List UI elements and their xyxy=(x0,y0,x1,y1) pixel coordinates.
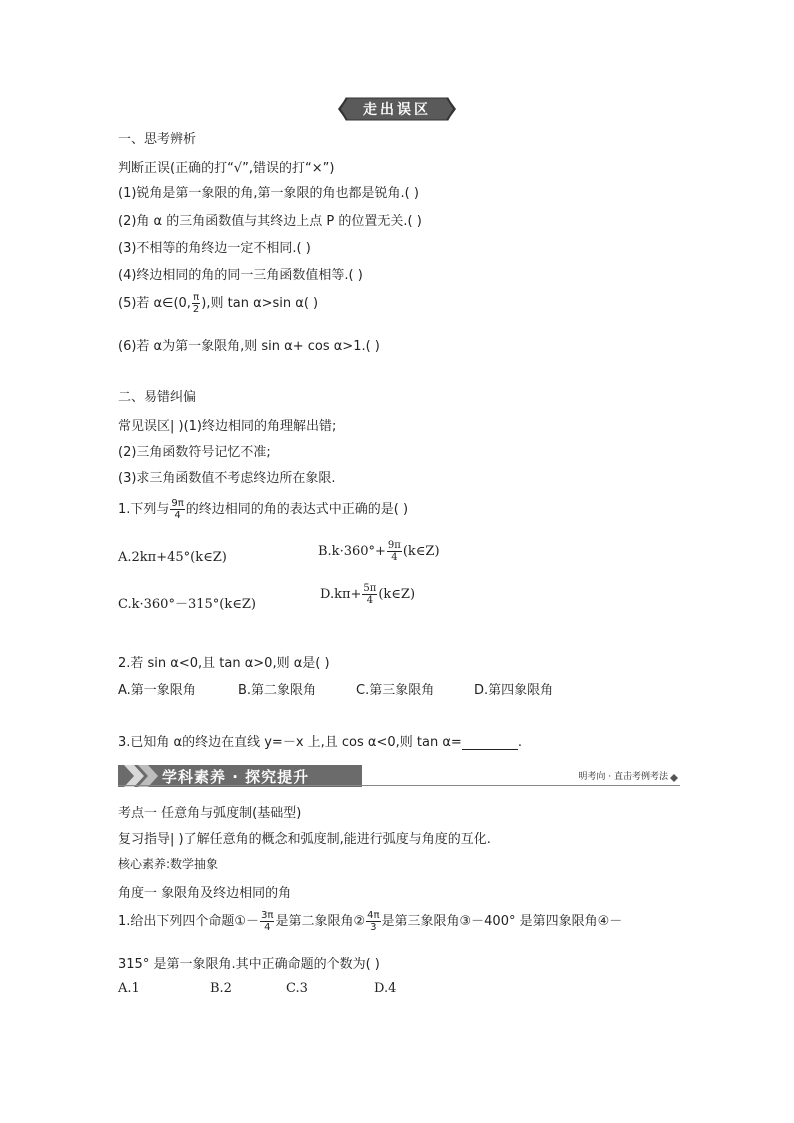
judge-item-1: (1)锐角是第一象限的角,第一象限的角也都是锐角.( ) xyxy=(118,186,419,201)
point-heading: 考点一 任意角与弧度制(基础型) xyxy=(118,806,302,821)
core-literacy: 核心素养:数学抽象 xyxy=(118,857,219,871)
q2-option-a: A.第一象限角 xyxy=(118,683,196,698)
point-question-1-line2: 315° 是第一象限角.其中正确命题的个数为( ) xyxy=(118,957,380,972)
review-guide: 复习指导| )了解任意角的概念和弧度制,能进行弧度与角度的互化. xyxy=(118,832,491,847)
pq1-option-a: A.1 xyxy=(118,981,140,996)
question-3-stem: 3.已知角 α的终边在直线 y=－x 上,且 cos α<0,则 tan α= . xyxy=(118,735,522,750)
judge-item-5: (5)若 α∈(0, $\frac{\pi}{2}$ ),则 tan α>sin α( ) xyxy=(118,292,319,315)
section-banner-literacy xyxy=(118,761,680,789)
pq1-option-d: D.4 xyxy=(374,981,397,996)
pq1-option-b: B.2 xyxy=(210,981,232,996)
judge-item-6: (6)若 α为第一象限角,则 sin α+ cos α>1.( ) xyxy=(118,339,380,354)
misconception-line-1: 常见误区| )(1)终边相同的角理解出错; xyxy=(118,419,337,434)
q2-option-d: D.第四象限角 xyxy=(474,683,554,698)
misconception-line-3: (3)求三角函数值不考虑终边所在象限. xyxy=(118,471,336,486)
pq1-option-c: C.3 xyxy=(286,981,308,996)
point-question-1: 1.给出下列四个命题①－ $\frac{3\pi}{4}$ 是第二象限角② $\frac{4\pi}{3}$ 是第三象限角③－400° 是第四象限角④－ xyxy=(118,910,623,933)
banner-subtitle: 明考向 · 直击考例考法 xyxy=(578,772,668,782)
q1-option-a: A.2kπ+45°(k∈Z) xyxy=(118,550,227,565)
double-chevron-icon xyxy=(120,765,160,787)
misconception-line-2: (2)三角函数符号记忆不准; xyxy=(118,445,271,460)
instruction-text: 判断正误(正确的打“√”,错误的打“×”) xyxy=(118,161,335,176)
judge-item-4: (4)终边相同的角的同一三角函数值相等.( ) xyxy=(118,268,363,283)
fraction: $\frac{9\pi}{4}$ xyxy=(171,498,184,521)
question-1-stem: 1.下列与 $\frac{9\pi}{4}$ 的终边相同的角的表达式中正确的是( ) xyxy=(118,498,409,521)
q1-option-d: D.kπ+ $\frac{5\pi}{4}$ (k∈Z) xyxy=(320,583,416,606)
q2-option-c: C.第三象限角 xyxy=(356,683,435,698)
section-heading-2: 二、易错纠偏 xyxy=(118,390,197,405)
fraction: $\frac{3\pi}{4}$ xyxy=(261,910,274,933)
answer-blank[interactable] xyxy=(462,737,518,750)
angle-heading: 角度一 象限角及终边相同的角 xyxy=(118,886,292,901)
judge-item-2: (2)角 α 的三角函数值与其终边上点 P 的位置无关.( ) xyxy=(118,214,422,229)
q1-option-b: B.k·360°+ $\frac{9\pi}{4}$ (k∈Z) xyxy=(318,540,440,563)
question-2-stem: 2.若 sin α<0,且 tan α>0,则 α是( ) xyxy=(118,656,330,671)
section-heading: 一、思考辨析 xyxy=(118,132,197,147)
banner-title: 学科素养 · 探究提升 xyxy=(162,767,310,786)
fraction: $\frac{5\pi}{4}$ xyxy=(363,583,377,606)
fraction: $\frac{9\pi}{4}$ xyxy=(387,540,401,563)
diamond-icon xyxy=(670,774,678,782)
fraction: $\frac{\pi}{2}$ xyxy=(192,292,200,315)
q1-option-c: C.k·360°－315°(k∈Z) xyxy=(118,597,256,612)
judge-item-3: (3)不相等的角终边一定不相同.( ) xyxy=(118,241,311,256)
q2-option-b: B.第二象限角 xyxy=(238,683,317,698)
section-banner-walk-out-errors xyxy=(338,96,456,122)
fraction: $\frac{4\pi}{3}$ xyxy=(367,910,380,933)
banner-title: 走出误区 xyxy=(363,102,431,118)
